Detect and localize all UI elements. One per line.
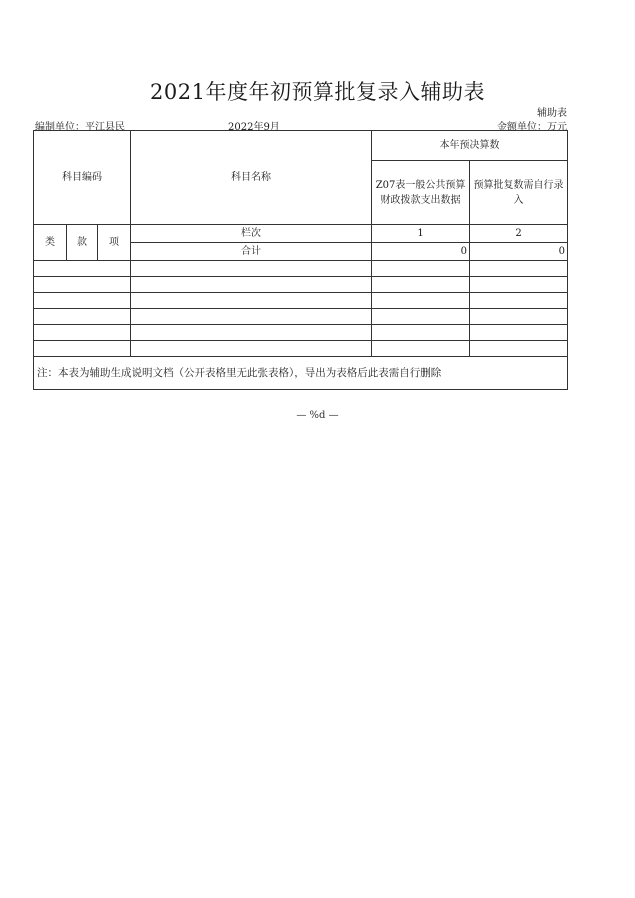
- table-row: [34, 277, 568, 293]
- page-number: — %d —: [296, 410, 339, 421]
- table-row: [34, 261, 568, 277]
- budget-table: [33, 130, 568, 390]
- col2-index: 2: [470, 225, 568, 243]
- report-date: 2022年9月: [228, 122, 280, 133]
- table-row: [34, 341, 568, 357]
- total-col1: 0: [372, 243, 470, 261]
- col2-header: 预算批复数需自行录入: [470, 161, 568, 225]
- total-col2: 0: [470, 243, 568, 261]
- compiling-unit: 编制单位：平江县民: [35, 122, 125, 133]
- table-row: [34, 309, 568, 325]
- total-label: 合计: [131, 243, 372, 261]
- group-header: 本年预决算数: [372, 131, 568, 161]
- form-tag: 辅助表: [537, 108, 567, 119]
- code-header: 科目编码: [34, 131, 131, 225]
- sub-header-class: 类: [34, 225, 67, 261]
- col1-header: Z07表一般公共预算财政拨款支出数据: [372, 161, 470, 225]
- row-label: 栏次: [131, 225, 372, 243]
- sub-header-section: 款: [67, 225, 98, 261]
- table-row: [34, 293, 568, 309]
- name-header: 科目名称: [131, 131, 372, 225]
- money-unit: 金额单位：万元: [497, 122, 567, 133]
- col1-index: 1: [372, 225, 470, 243]
- sub-header-item: 项: [98, 225, 131, 261]
- table-note: 注：本表为辅助生成说明文档（公开表格里无此张表格），导出为表格后此表需自行删除: [34, 357, 568, 390]
- document-title: 2021年度年初预算批复录入辅助表: [150, 80, 485, 104]
- table-row: [34, 325, 568, 341]
